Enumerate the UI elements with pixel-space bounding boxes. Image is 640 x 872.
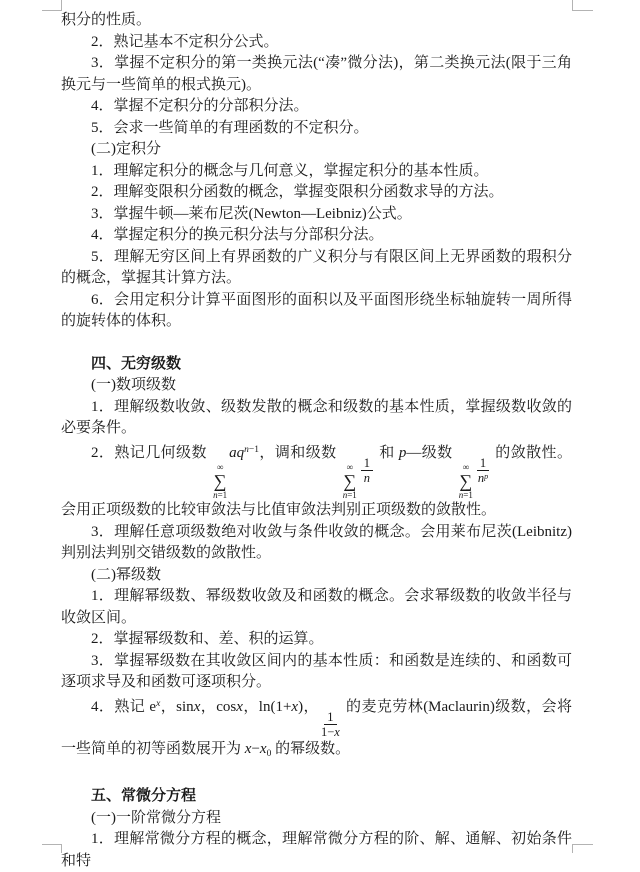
text-run: 3．掌握不定积分的第一类换元法(“凑”微分法)，第二类换元法(限于三角换元与一些简单的根式换元)。: [61, 55, 572, 93]
superscript: n−1: [244, 444, 259, 455]
summation-formula: [343, 462, 357, 501]
math-run: x: [236, 698, 243, 715]
text-run: 1．理解常微分方程的概念，理解常微分方程的阶、解、通解、初始条件和特: [61, 831, 572, 869]
sigma-operator: ∑: [213, 470, 227, 491]
math-run: x: [259, 740, 267, 757]
fraction-formula: [321, 711, 340, 739]
fraction-formula: [361, 457, 373, 485]
paragraph: [61, 440, 572, 522]
text-run: 3．理解任意项级数绝对收敛与条件收敛的概念。会用莱布尼茨(Leibnitz) 判别法判别交错级数的敛散性。: [61, 523, 572, 562]
paragraph: [61, 397, 572, 440]
fraction-numerator: 1: [324, 711, 336, 726]
text-run: 2．熟记基本不定积分公式。: [91, 33, 279, 50]
paragraph: [61, 586, 572, 629]
sum-upper-limit: ∞: [346, 461, 353, 472]
sum-upper-limit: ∞: [216, 461, 224, 472]
text-run: ，sin: [160, 698, 194, 715]
text-run: 6．会用定积分计算平面图形的面积以及平面图形绕坐标轴旋转一周所得的旋转体的体积。: [61, 291, 572, 329]
text-run: 1．理解幂级数、幂级数收敛及和函数的概念。会求幂级数的收敛半径与收敛区间。: [61, 588, 572, 626]
paragraph: [61, 204, 572, 226]
fraction-denominator: 1−x: [320, 725, 340, 740]
sum-upper-limit: ∞: [462, 461, 470, 472]
text-run: 五、常微分方程: [91, 788, 197, 805]
text-run: 1．理解定积分的概念与几何意义，掌握定积分的基本性质。: [91, 162, 489, 179]
paragraph: [61, 32, 572, 54]
text-run: 3．掌握牛顿—莱布尼茨(Newton—Leibniz)公式。: [91, 205, 412, 222]
superscript: x: [156, 698, 161, 709]
summation-formula: [459, 462, 473, 501]
text-run: 5．会求一些简单的有理函数的不定积分。: [91, 119, 369, 136]
paragraph: [61, 808, 572, 830]
text-run: )，: [298, 698, 319, 715]
subscript: 0: [266, 748, 272, 759]
text-run: 的敛散性。会用正项级数的比较审敛法与比值审敛法判别正项级数的敛散性。: [61, 444, 572, 519]
margin-crop-mark-bottom-left: [42, 844, 62, 853]
margin-crop-mark-bottom-right: [572, 844, 593, 853]
sigma-operator: ∑: [459, 470, 473, 491]
text-run: 2．理解变限积分函数的概念，掌握变限积分函数求导的方法。: [91, 184, 504, 200]
text-run: (二)幂级数: [91, 566, 161, 583]
margin-crop-mark-top-right: [572, 0, 593, 11]
sum-lower-limit: n=1: [458, 489, 473, 500]
paragraph: [61, 10, 572, 32]
section-heading: [61, 354, 572, 376]
text-run: (一)一阶常微分方程: [91, 809, 221, 826]
math-run: x: [291, 698, 299, 715]
fraction-denominator: $n^p$: [477, 471, 489, 485]
text-run: 的幂级数。: [271, 740, 351, 757]
text-run: 3．掌握幂级数在其收敛区间内的基本性质：和函数是连续的、和函数可逐项求导及和函数可逐项积分。: [61, 652, 572, 691]
paragraph: [61, 829, 572, 872]
sigma-operator: ∑: [343, 470, 357, 491]
text-run: 和: [375, 444, 399, 461]
paragraph: [61, 182, 572, 204]
text-run: 5．理解无穷区间上有界函数的广义积分与有限区间上无界函数的瑕积分的概念，掌握其计算方法。: [61, 248, 572, 286]
fraction-numerator: 1: [477, 457, 489, 472]
paragraph: [61, 247, 572, 290]
math-run: aq: [229, 444, 245, 461]
text-run: 四、无穷级数: [91, 355, 182, 372]
text-run: 2．熟记几何级数: [91, 444, 212, 461]
fraction-denominator: n: [363, 471, 371, 485]
math-run: p: [398, 444, 407, 461]
paragraph: [61, 96, 572, 118]
text-run: (二)定积分: [91, 141, 161, 157]
paragraph: [61, 139, 572, 161]
fraction-numerator: 1: [361, 457, 373, 472]
paragraph: [61, 225, 572, 247]
math-run: x: [193, 698, 201, 715]
text-run: —级数: [406, 444, 457, 461]
paragraph: [61, 651, 572, 694]
paragraph: [61, 161, 572, 183]
paragraph: [61, 694, 572, 766]
text-run: ，cos: [200, 698, 237, 715]
text-run: ，ln(1+: [242, 698, 292, 715]
text-run: ，调和级数: [259, 444, 341, 461]
denominator-exponent: p: [484, 472, 489, 481]
paragraph: [61, 375, 572, 397]
sum-lower-limit: n=1: [213, 489, 228, 500]
text-run: 4．掌握不定积分的分部积分法。: [91, 98, 309, 114]
paragraph: [61, 629, 572, 651]
document-body: [61, 10, 572, 872]
sum-lower-limit: n=1: [342, 489, 357, 500]
text-run: −: [251, 740, 260, 757]
margin-crop-mark-top-left: [42, 0, 62, 11]
text-run: 的麦克劳林(Maclaurin)级数，会将一些简单的初等函数展开为: [61, 698, 572, 757]
paragraph: [61, 118, 572, 140]
fraction-formula: [477, 457, 489, 485]
text-run: 4．熟记 e: [91, 698, 157, 715]
text-run: 2．掌握幂级数和、差、积的运算。: [91, 631, 324, 648]
paragraph: [61, 522, 572, 565]
text-run: 1．理解级数收敛、级数发散的概念和级数的基本性质，掌握级数收敛的必要条件。: [61, 398, 572, 436]
section-heading: [61, 786, 572, 808]
paragraph: [61, 53, 572, 96]
paragraph: [61, 290, 572, 333]
text-run: 积分的性质。: [61, 12, 152, 28]
math-run: x: [244, 740, 252, 757]
paragraph: [61, 565, 572, 587]
summation-formula: [213, 462, 227, 501]
text-run: 4．掌握定积分的换元积分法与分部积分法。: [91, 227, 384, 243]
text-run: (一)数项级数: [91, 377, 176, 393]
